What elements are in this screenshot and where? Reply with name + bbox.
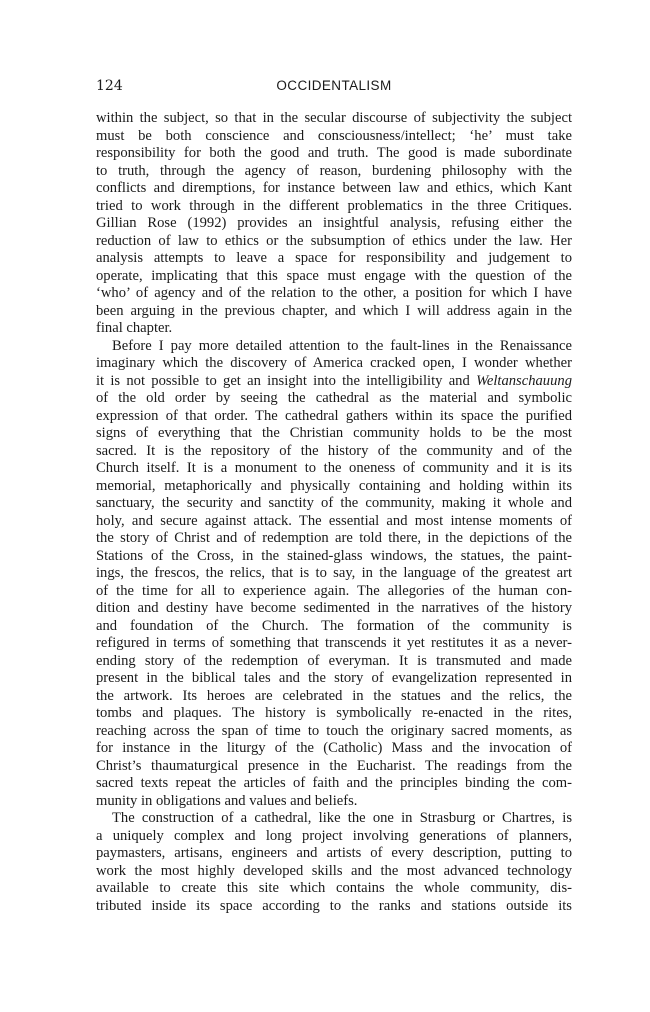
page-number: 124: [96, 78, 123, 94]
text-line: conflicts and diremptions, for instance between law and ethics, which Kant: [96, 180, 572, 196]
text-line: signs of everything that the Christian community holds to be the most: [96, 425, 572, 441]
text-line: within the subject, so that in the secular discourse of subjectivity the subject: [96, 110, 572, 126]
text-line: analysis attempts to leave a space for responsibility and judgement to: [96, 250, 572, 266]
paragraph-3: [96, 810, 572, 915]
text-line: Stations of the Cross, in the stained-glass windows, the statues, the paint-: [96, 547, 572, 564]
text-line: sacred. It is the repository of the history of the community and of the: [96, 442, 572, 459]
text-line: a uniquely complex and long project involving generations of planners,: [96, 827, 572, 844]
text-line-with-italic: [96, 373, 572, 391]
text-line: Christ’s thaumaturgical presence in the Eucharist. The readings from the: [96, 757, 572, 774]
text-line: of the old order by seeing the cathedral as the material and symbolic: [96, 390, 572, 406]
text-line: munity in obligations and values and beliefs.: [96, 792, 358, 809]
text-line: The construction of a cathedral, like the one in Strasburg or Chartres, is: [112, 810, 572, 826]
text-line: the story of Christ and of redemption are told there, in the depictions of the: [96, 530, 572, 546]
italic-term: Weltanschauung: [476, 372, 572, 389]
text-line: to truth, through the agency of reason, burdening philosophy with the: [96, 162, 572, 179]
text-line: ending story of the redemption of everyman. It is transmuted and made: [96, 652, 572, 669]
text-line: memorial, metaphorically and physically containing and holding within its: [96, 477, 572, 494]
text-line: expression of that order. The cathedral gathers within its space the purified: [96, 407, 572, 424]
text-line: ings, the frescos, the relics, that is to say, in the language of the greatest art: [96, 565, 572, 581]
text-line: tombs and plaques. The history is symbolically re-enacted in the rites,: [96, 705, 572, 721]
text-line: and foundation of the Church. The formation of the community is: [96, 617, 572, 634]
text-line: tried to work through in the different problematics in the three Critiques.: [96, 197, 572, 214]
text-line: Before I pay more detailed attention to the fault-lines in the Renaissance: [112, 337, 572, 354]
text-line: sanctuary, the security and sanctity of the community, making it whole and: [96, 495, 572, 511]
text-line: holy, and secure against attack. The essential and most intense moments of: [96, 512, 572, 529]
text-line: ‘who’ of agency and of the relation to the other, a position for which I have: [96, 285, 572, 301]
text-line-segment: it is not possible to get an insight into the intelligibility and: [96, 372, 477, 389]
text-line: reduction of law to ethics or the subsumption of ethics under the law. Her: [96, 232, 572, 249]
text-line: final chapter.: [96, 320, 173, 336]
text-line: must be both conscience and consciousness/intellect; ‘he’ must take: [96, 127, 572, 144]
text-line: tributed inside its space according to the ranks and stations outside its: [96, 897, 572, 914]
text-line: present in the biblical tales and the story of evangelization represented in: [96, 670, 572, 686]
text-line: paymasters, artisans, engineers and artists of every description, putting to: [96, 845, 572, 861]
text-line: refigured in terms of something that transcends it yet restitutes it as a never-: [96, 635, 572, 651]
text-line: responsibility for both the good and truth. The good is made subordinate: [96, 145, 572, 161]
text-line: available to create this site which contains the whole community, dis-: [96, 880, 572, 896]
text-line: been arguing in the previous chapter, and which I will address again in the: [96, 302, 572, 319]
text-line: dition and destiny have become sedimented in the narratives of the history: [96, 600, 572, 616]
text-line: work the most highly developed skills and the most advanced technology: [96, 862, 572, 879]
body-text: [96, 110, 572, 915]
text-line: the artwork. Its heroes are celebrated in the statues and the relics, the: [96, 687, 572, 704]
text-line: imaginary which the discovery of America cracked open, I wonder whether: [96, 355, 572, 371]
text-line: for instance in the liturgy of the (Catholic) Mass and the invocation of: [96, 740, 572, 756]
running-title: OCCIDENTALISM: [276, 78, 392, 93]
text-line: Church itself. It is a monument to the oneness of community and it is its: [96, 460, 572, 476]
text-line: sacred texts repeat the articles of faith and the principles binding the com-: [96, 775, 572, 791]
text-line: operate, implicating that this space must engage with the question of the: [96, 267, 572, 284]
paragraph-2: [96, 338, 572, 811]
paragraph-1: [96, 110, 572, 338]
running-head: [96, 76, 572, 96]
text-line: Gillian Rose (1992) provides an insightful analysis, refusing either the: [96, 215, 572, 231]
text-line: reaching across the span of time to touch the originary sacred moments, as: [96, 722, 572, 739]
text-line: of the time for all to experience again. The allegories of the human con-: [96, 582, 572, 599]
